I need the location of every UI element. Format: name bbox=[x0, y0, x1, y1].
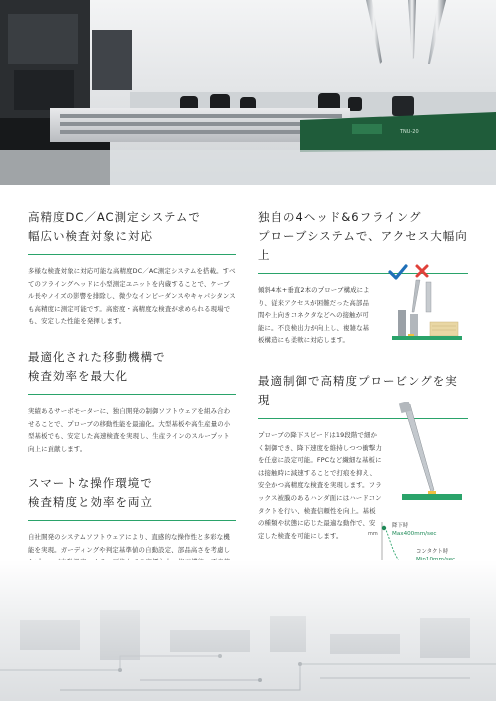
probing-body: プローブの降下スピードは19段階で細かく制御でき、降下速度を維持しつつ衝撃力を任意に設定可能。FPCなど繊細な基板には接触時に減速することで打痕を抑え、安全かつ高精度な検査を実現します。フラックス被膜のあるハンダ面にはハードコンタクトを行い、検査信頼性を向上。基板の種類や状態に応じた最適な動作で、安定した検査を可能にします。 bbox=[258, 431, 383, 540]
hero-machine-photo bbox=[0, 0, 496, 185]
section-divider bbox=[28, 394, 236, 395]
check-icon bbox=[390, 266, 406, 278]
heads-heading-line2: プローブシステムで、アクセス大幅向上 bbox=[258, 229, 468, 262]
pcb-label: TNU-20 bbox=[400, 129, 419, 135]
motion-heading-line2: 検査効率を最大化 bbox=[28, 369, 128, 383]
operation-heading-line1: スマートな操作環境で bbox=[28, 476, 153, 490]
dc-ac-heading bbox=[28, 208, 236, 246]
heads-heading-line1: 独自の4ヘッド&6フライング bbox=[258, 210, 422, 224]
operation-body: 自社開発のシステムソフトウェアにより、直感的な操作性と多彩な機能を実現。ガーディングや判定基準値の自動設定、部品高さを考慮し bbox=[28, 533, 231, 554]
descend-value: Max400mm/sec bbox=[392, 531, 437, 537]
dc-ac-heading-line1: 高精度DC／AC測定システムで bbox=[28, 210, 201, 224]
probe-access-illustration bbox=[376, 262, 468, 342]
contact-label: コンタクト時 bbox=[416, 549, 449, 555]
dc-ac-body: 多様な検査対象に対応可能な高精度DC／AC測定システムを搭載。すべてのフライングヘッドに小型測定ユニットを内蔵することで、ケーブル長やノイズの影響を排除し、微少なインピーダンスやキャパシタンスも高精度に測定可能です。高密度・高精度な検査が求められる現場でも、安定した性能を発揮します。 bbox=[28, 267, 236, 326]
section-divider bbox=[28, 520, 236, 521]
cross-icon bbox=[417, 266, 427, 276]
operation-heading bbox=[28, 474, 236, 512]
bottom-circuit-photo bbox=[0, 560, 496, 701]
dc-ac-heading-line2: 幅広い検査対象に対応 bbox=[28, 229, 153, 243]
descend-point bbox=[382, 526, 386, 530]
motion-heading-line1: 最適化された移動機構で bbox=[28, 350, 166, 364]
descend-label: 降下時 bbox=[392, 523, 409, 529]
motion-body: 実績あるサーボモーターに、独自開発の制御ソフトウェアを組み合わせることで、プローブの移動性能を最適化。大型基板や高生産量の小型基板でも、安定した高速検査を実現し、生産ラインのスループット向上に貢献します。 bbox=[28, 407, 231, 453]
circuit-illustration bbox=[0, 560, 496, 701]
probing-heading: 最適制御で高精度プロービングを実現 bbox=[258, 374, 458, 407]
heads-heading bbox=[258, 208, 468, 265]
probe-descent-illustration bbox=[396, 402, 468, 510]
heads-body: 傾斜4本+垂直2本のプローブ構成により、従来アクセスが困難だった高部品間や上向きコネクタなどへの接触が可能に。不良検出力が向上し、複雑な基板構造にも柔軟に対応します。 bbox=[258, 286, 370, 345]
section-motion bbox=[28, 348, 236, 455]
section-divider bbox=[28, 254, 236, 255]
machine-illustration bbox=[0, 0, 496, 185]
chart-axis-unit: mm bbox=[368, 531, 378, 537]
motion-heading bbox=[28, 348, 236, 386]
section-dc-ac bbox=[28, 208, 236, 328]
operation-heading-line2: 検査精度と効率を両立 bbox=[28, 495, 153, 509]
